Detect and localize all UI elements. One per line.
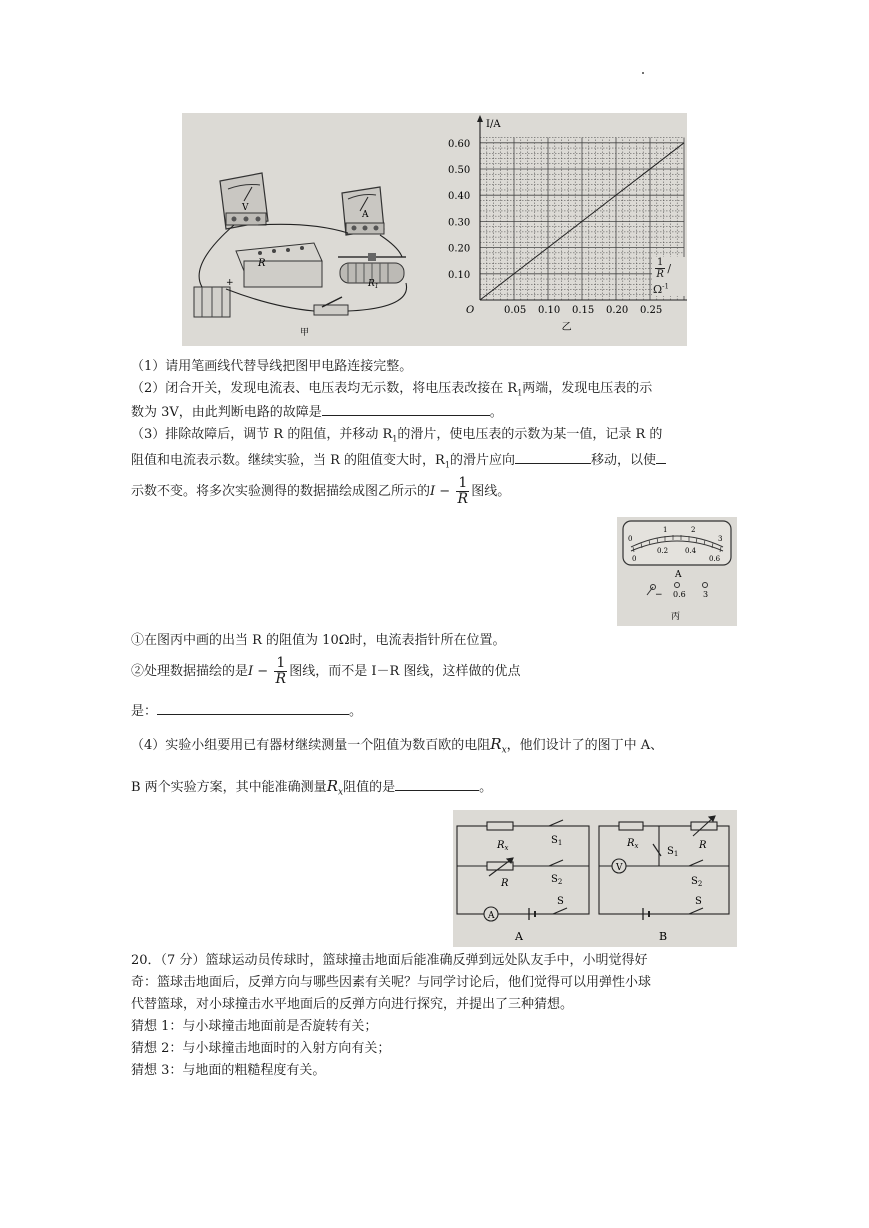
x-tick-label: 0.15 xyxy=(572,305,595,316)
x-tick-label: 0.25 xyxy=(640,305,663,316)
battery-icon xyxy=(194,287,230,317)
origin-label: O xyxy=(466,305,475,316)
wire xyxy=(226,289,314,311)
figure-jia-caption: 甲 xyxy=(300,328,310,338)
question-4-line1: （4）实验小组要用已有器材继续测量一个阻值为数百欧的电阻$R_x$，他们设计了的图丁中 A、 xyxy=(131,735,664,756)
answer-blank[interactable] xyxy=(656,449,666,464)
dial-top-tick: 0 xyxy=(628,535,633,543)
figure-jia-yi-photo xyxy=(182,113,687,346)
rheostat-r1-label: $R_1$ xyxy=(368,279,379,290)
voltmeter-icon xyxy=(220,173,268,229)
switch-icon xyxy=(314,297,348,315)
y-tick-label: 0.40 xyxy=(448,191,471,203)
circuit-b-s1-label: $S_1$ xyxy=(667,846,679,858)
dial-top-tick: 1 xyxy=(663,526,668,534)
resistance-box-icon xyxy=(236,243,322,287)
y-tick-label: 0.30 xyxy=(448,217,471,229)
circuit-a-r-label: R xyxy=(501,878,509,889)
terminal-icon xyxy=(675,583,680,588)
sub-question-1: ①在图丙中画的出当 R 的阻值为 10Ω时，电流表指针所在位置。 xyxy=(131,633,506,648)
terminal-label: 0.6 xyxy=(673,590,686,599)
question-1: （1）请用笔画线代替导线把图甲电路连接完整。 xyxy=(131,359,413,374)
x-tick-label: 0.20 xyxy=(606,305,629,316)
terminal-label: − xyxy=(655,590,663,600)
question-3-line2: 阻值和电流表示数。继续实验，当 R 的阻值变大时，$R_1$的滑片应向 移动，以使 xyxy=(131,449,666,477)
ammeter-symbol-icon: A xyxy=(488,911,495,921)
ammeter-dial-icon xyxy=(617,517,737,626)
answer-blank[interactable] xyxy=(157,700,349,715)
dial-bottom-tick: 0 xyxy=(632,555,637,563)
hypothesis-2: 猜想 2：与小球撞击地面时的入射方向有关； xyxy=(131,1041,391,1056)
question-3-line1: （3）排除故障后，调节 R 的阻值，并移动 $R_1$的滑片，使电压表的示数为某一值，记录 R 的 xyxy=(131,427,663,444)
terminal-label: 3 xyxy=(703,590,709,599)
y-tick-label: 0.20 xyxy=(448,243,471,255)
circuit-b-rx-label: $R_x$ xyxy=(627,838,639,850)
terminal-icon xyxy=(703,583,708,588)
answer-blank[interactable] xyxy=(395,776,479,791)
circuit-b-r-label: R xyxy=(699,840,707,851)
question-2-line2: 数为 3V，由此判断电路的故障是 。 xyxy=(131,401,503,424)
circuit-b-s2-label: $S_2$ xyxy=(691,876,703,888)
x-tick-label: 0.05 xyxy=(504,305,527,316)
dial-top-tick: 3 xyxy=(718,535,723,543)
y-tick-label: 0.10 xyxy=(448,269,471,281)
hypothesis-1: 猜想 1：与小球撞击地面前是否旋转有关； xyxy=(131,1019,378,1034)
answer-blank[interactable] xyxy=(515,449,591,464)
voltmeter-label: V xyxy=(242,203,249,213)
circuit-b-s-label: S xyxy=(695,896,702,907)
dial-top-tick: 2 xyxy=(691,526,696,534)
y-axis-arrow xyxy=(477,115,483,122)
page-dot xyxy=(642,72,644,74)
circuit-a-s2-label: $S_2$ xyxy=(551,874,563,886)
question-3-line3: 示数不变。将多次实验测得的数据描绘成图乙所示的I − $\frac{1}{R}$ 图线。 xyxy=(131,475,511,507)
voltmeter-symbol-icon: V xyxy=(616,863,623,873)
y-axis-label: I/A xyxy=(486,119,501,130)
wire xyxy=(258,224,348,233)
circuit-diagrams xyxy=(453,810,737,947)
dial-unit: A xyxy=(675,570,682,580)
circuit-a-rx-label: $R_x$ xyxy=(497,840,509,852)
wire xyxy=(380,235,402,257)
figure-bing-photo xyxy=(617,517,737,626)
figure-bing-caption: 丙 xyxy=(671,612,681,622)
question-4-line2: B 两个实验方案，其中能准确测量$R_x$阻值的是 。 xyxy=(131,777,493,798)
circuit-a-s1-label: $S_1$ xyxy=(551,835,563,847)
question-20-line2: 奇：篮球击地面后，反弹方向与哪些因素有关呢？与同学讨论后，他们觉得可以用弹性小球 xyxy=(131,975,652,990)
question-20-line1: 20．（7 分）篮球运动员传球时，篮球撞击地面后能准确反弹到远处队友手中，小明觉得好 xyxy=(131,953,648,968)
x-tick-label: 0.10 xyxy=(538,305,561,316)
figure-yi-caption: 乙 xyxy=(561,322,572,333)
circuit-a xyxy=(457,820,589,921)
sub-question-2-line2: 是： 。 xyxy=(131,700,362,723)
dial-bottom-tick: 0.2 xyxy=(657,547,669,555)
answer-blank[interactable] xyxy=(322,401,490,416)
dial-bottom-tick: 0.4 xyxy=(685,547,697,555)
circuit-b-caption: B xyxy=(659,930,668,943)
sub-question-2-line1: ②处理数据描绘的是I − $\frac{1}{R}$ 图线，而不是 I－R 图线，这样做的优点 xyxy=(131,655,521,687)
question-20-line3: 代替篮球，对小球撞击水平地面后的反弹方向进行探究，并提出了三种猜想。 xyxy=(131,997,574,1012)
battery-plus-label: + xyxy=(226,278,234,288)
y-tick-label: 0.60 xyxy=(448,138,471,150)
y-tick-label: 0.50 xyxy=(448,165,471,176)
figure-yi-graph xyxy=(420,113,687,346)
dial-bottom-tick: 0.6 xyxy=(709,555,721,563)
circuit-a-s-label: S xyxy=(557,896,564,907)
x-axis-label: $\frac{1}{R}$ $/\Omega^{-1}$ xyxy=(652,257,687,296)
question-2-line1: （2）闭合开关，发现电流表、电压表均无示数，将电压表改接在 $R_1$两端，发现电压表的示 xyxy=(131,381,653,398)
figure-ding-photo xyxy=(453,810,737,947)
resistor-r-label: R xyxy=(258,258,266,269)
circuit-a-caption: A xyxy=(515,930,523,943)
hypothesis-3: 猜想 3：与地面的粗糙程度有关。 xyxy=(131,1063,326,1078)
ammeter-label: A xyxy=(362,210,369,220)
